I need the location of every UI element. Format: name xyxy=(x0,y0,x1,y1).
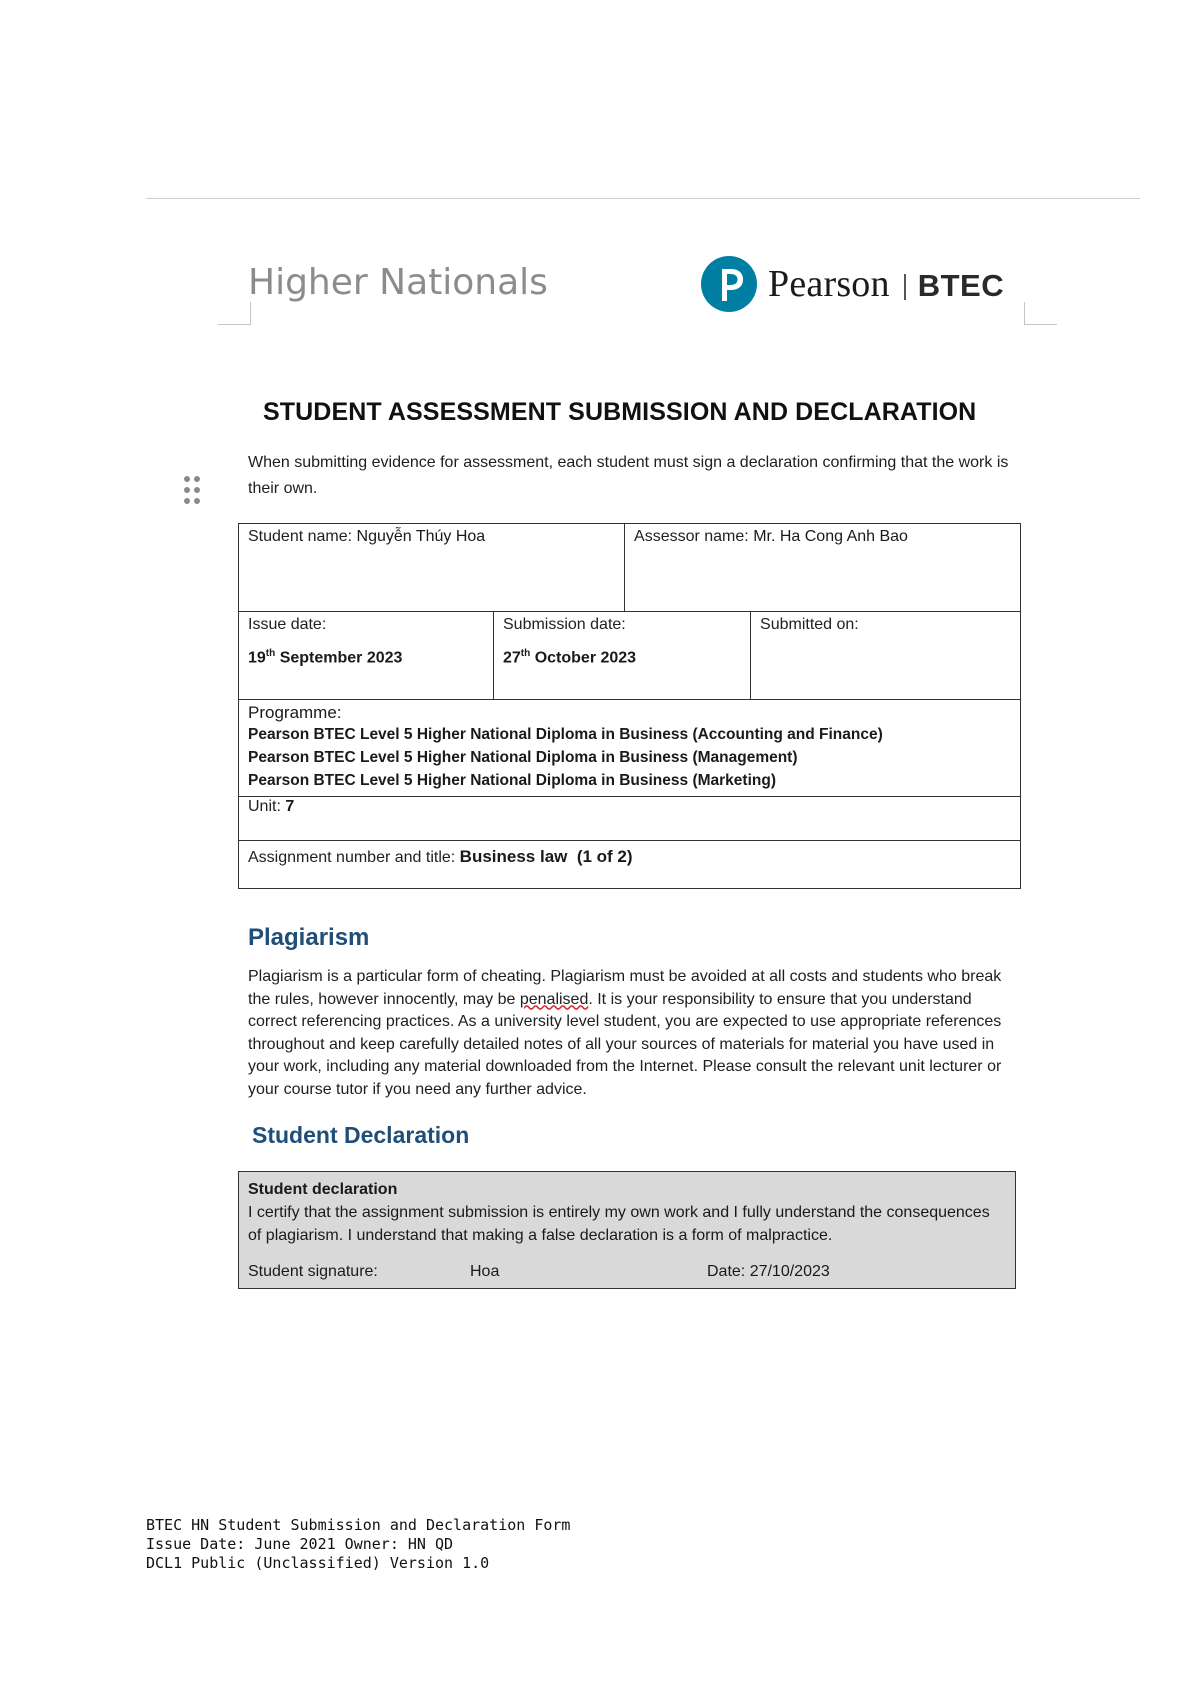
header-rule xyxy=(146,198,1140,199)
pearson-p-logo-icon xyxy=(700,255,758,313)
submission-date-cell xyxy=(494,612,751,700)
assignment-cell xyxy=(239,841,1021,889)
programme-line: Pearson BTEC Level 5 Higher National Diploma in Business (Accounting and Finance) xyxy=(248,726,883,743)
student-name-label: Student name: xyxy=(248,528,353,545)
unit-value: 7 xyxy=(285,798,295,815)
declaration-date: Date: 27/10/2023 xyxy=(707,1263,830,1280)
programme-line: Pearson BTEC Level 5 Higher National Diploma in Business (Marketing) xyxy=(248,772,776,789)
header-margin-corner-left xyxy=(218,302,251,325)
submitted-on-cell xyxy=(751,612,1021,700)
page-footer xyxy=(146,1516,570,1573)
unit-cell xyxy=(239,797,1021,841)
submission-date-value: 27th October 2023 xyxy=(503,648,637,667)
assignment-value: Business law (1 of 2) xyxy=(459,847,633,866)
footer-line: BTEC HN Student Submission and Declaration Form xyxy=(146,1516,571,1534)
logo-sub-brand-text: BTEC xyxy=(917,268,1005,303)
programme-line: Pearson BTEC Level 5 Higher National Diploma in Business (Management) xyxy=(248,749,798,766)
submission-date-label: Submission date: xyxy=(503,616,626,633)
plagiarism-paragraph: Plagiarism is a particular form of cheating. Plagiarism must be avoided at all costs and students who break the rules, however innocently, may be penalised. It is your responsibility to ensure that you understand correct referencing practices. As a university level student, you are expected to use appropriate references throughout and keep carefully detailed notes of all your sources of materials for material you have used in your work, including any material downloaded from the Internet. Please consult the relevant unit lecturer or your course tutor if you need any further advice. xyxy=(248,968,1002,1098)
intro-paragraph: When submitting evidence for assessment, each student must sign a declaration confirming that the work is their own. xyxy=(248,454,1009,497)
assessor-name-value: Mr. Ha Cong Anh Bao xyxy=(753,528,908,545)
page-title: STUDENT ASSESSMENT SUBMISSION AND DECLARATION xyxy=(263,398,977,426)
plagiarism-heading: Plagiarism xyxy=(248,924,370,951)
student-declaration-heading: Student Declaration xyxy=(252,1122,470,1148)
issue-date-cell xyxy=(239,612,494,700)
assessor-name-cell xyxy=(625,524,1021,612)
declaration-box-title: Student declaration xyxy=(248,1181,398,1198)
pearson-btec-logo xyxy=(700,254,1004,314)
submitted-on-label: Submitted on: xyxy=(760,616,859,633)
assignment-label: Assignment number and title: xyxy=(248,849,456,866)
header-margin-corner-right xyxy=(1024,302,1057,325)
submission-info-table xyxy=(238,523,1021,889)
assessor-name-label: Assessor name: xyxy=(634,528,749,545)
programme-label: Programme: xyxy=(248,703,342,722)
higher-nationals-title: Higher Nationals xyxy=(248,262,548,303)
student-name-value: Nguyễn Thúy Hoa xyxy=(356,528,486,545)
spellcheck-flagged-word[interactable]: penalised xyxy=(519,990,589,1008)
footer-line: DCL1 Public (Unclassified) Version 1.0 xyxy=(146,1554,490,1572)
logo-brand-text: Pearson xyxy=(768,263,890,305)
logo-separator xyxy=(904,274,906,300)
issue-date-value: 19th September 2023 xyxy=(248,648,403,667)
footer-line: Issue Date: June 2021 Owner: HN QD xyxy=(146,1535,454,1553)
declaration-text: I certify that the assignment submission is entirely my own work and I fully understand the consequences of plagiarism. I understand that making a false declaration is a form of malpractice. xyxy=(248,1204,990,1244)
signature-label: Student signature: xyxy=(248,1263,378,1280)
signature-value: Hoa xyxy=(470,1263,500,1280)
unit-label: Unit: xyxy=(248,798,281,815)
declaration-box xyxy=(238,1171,1016,1289)
student-name-cell xyxy=(239,524,625,612)
issue-date-label: Issue date: xyxy=(248,616,327,633)
programme-cell xyxy=(239,700,1021,797)
drag-handle-icon[interactable] xyxy=(182,474,204,506)
